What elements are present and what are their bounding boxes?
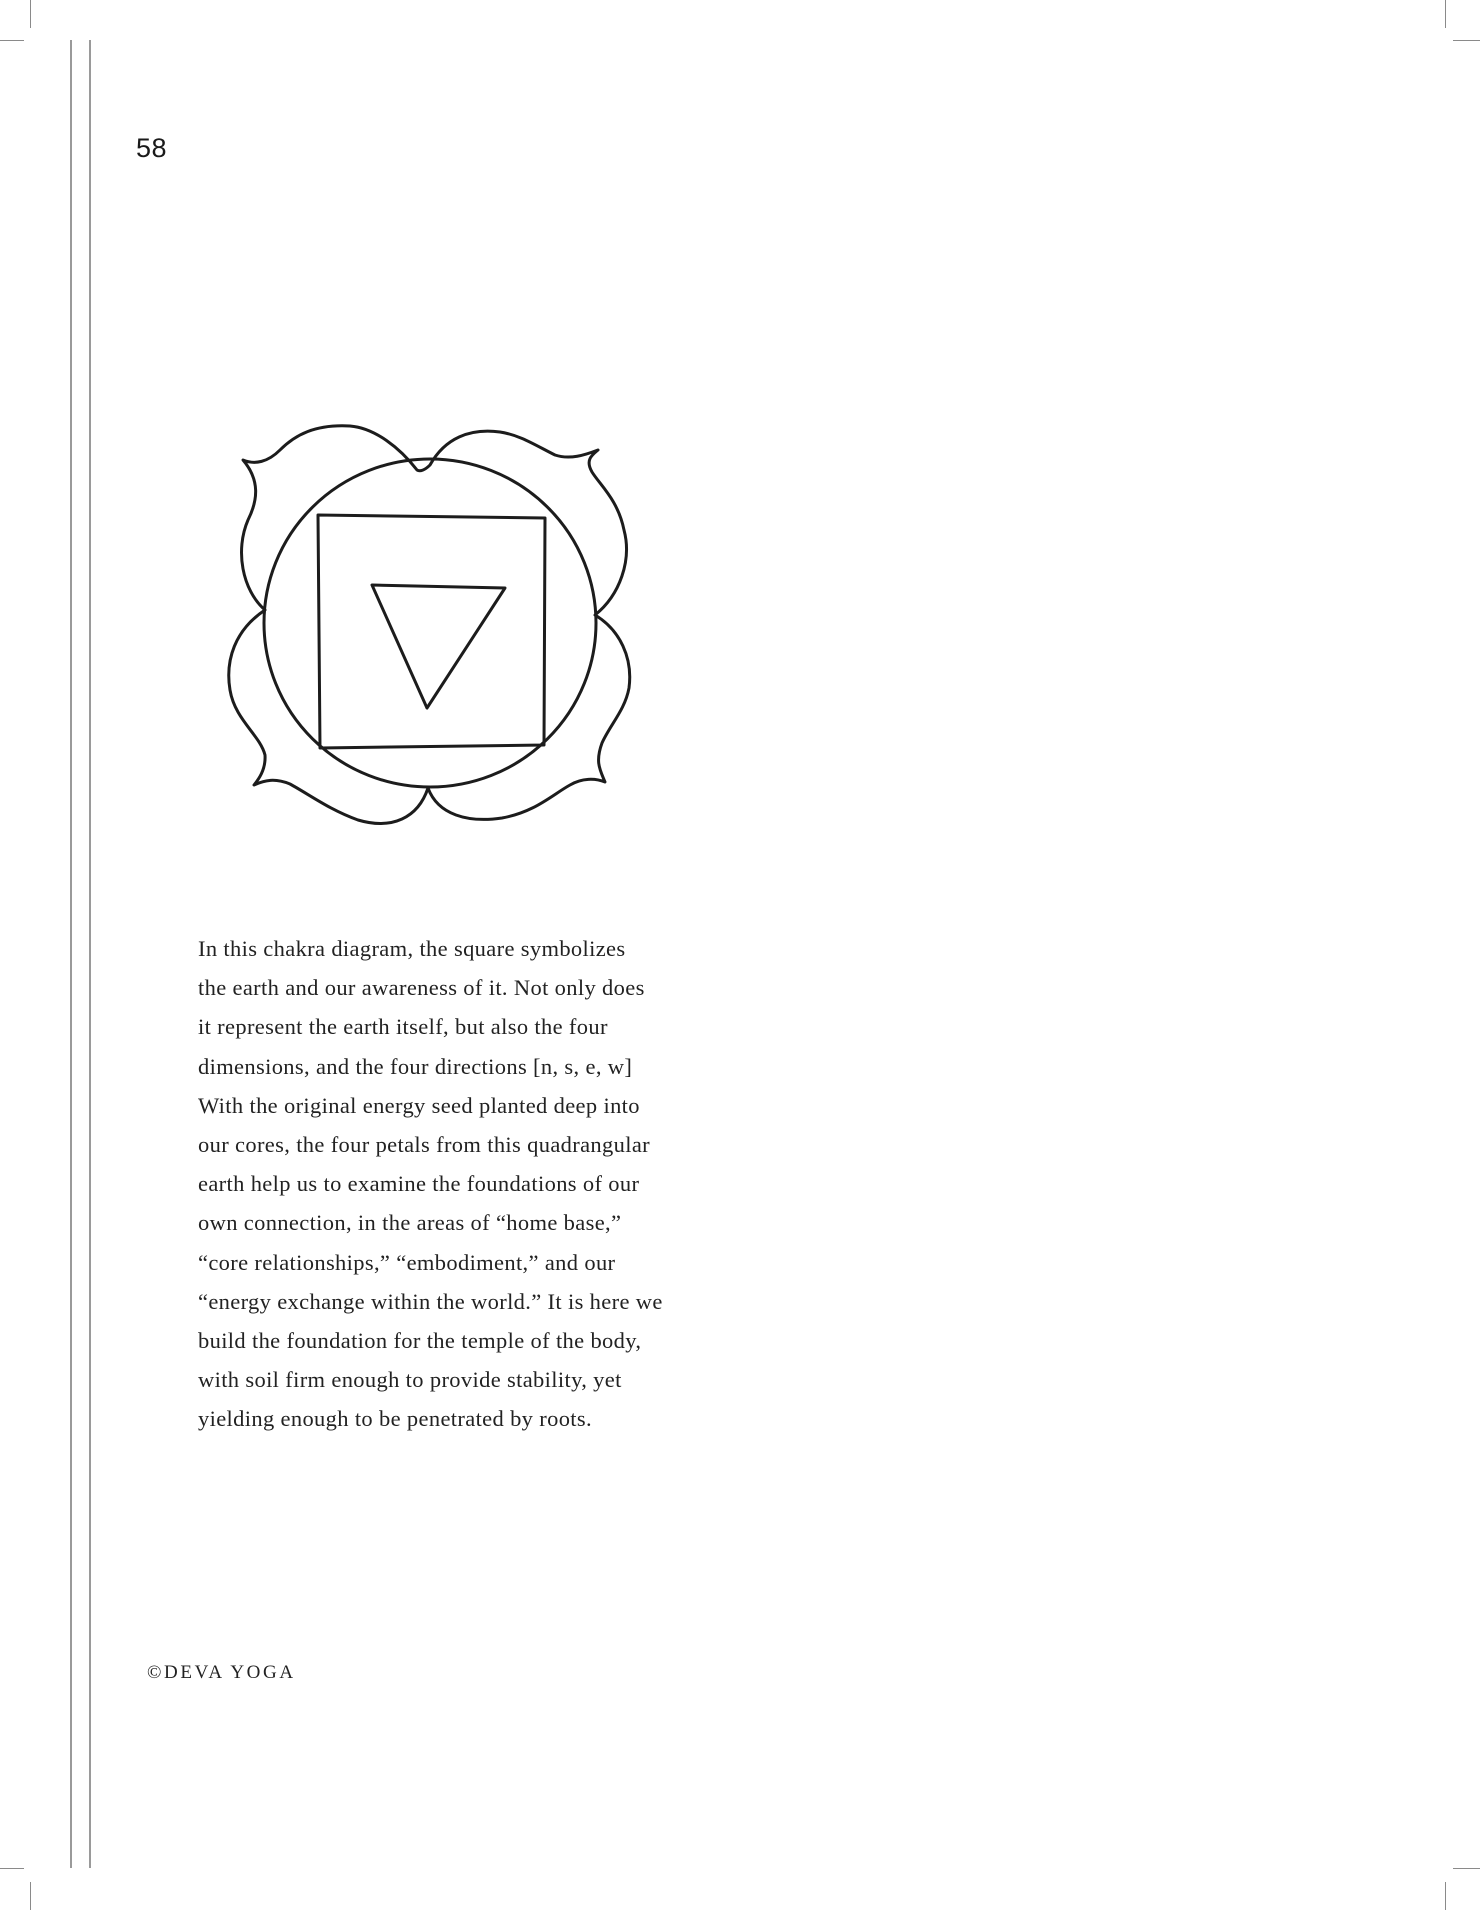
crop-mark-bottom-right-horizontal xyxy=(1453,1868,1480,1869)
crop-mark-bottom-left-vertical xyxy=(30,1882,31,1910)
chakra-diagram xyxy=(200,410,650,840)
crop-mark-bottom-left-horizontal xyxy=(0,1868,24,1869)
crop-mark-bottom-right-vertical xyxy=(1445,1882,1446,1910)
body-line: In this chakra diagram, the square symbolizes xyxy=(198,936,626,961)
body-line: our cores, the four petals from this quadrangular xyxy=(198,1132,651,1158)
body-line: “core relationships,” “embodiment,” and our xyxy=(198,1249,616,1275)
body-line: dimensions, and the four directions [n, s, e, w] xyxy=(198,1053,633,1079)
crop-mark-top-left-vertical xyxy=(30,0,31,28)
petal-outline xyxy=(229,426,630,824)
inverted-triangle xyxy=(372,585,505,708)
inner-circle xyxy=(264,459,596,787)
body-line: with soil firm enough to provide stability, yet xyxy=(198,1367,622,1393)
crop-mark-top-right-vertical xyxy=(1445,0,1446,28)
body-line: earth help us to examine the foundations of our xyxy=(198,1171,640,1197)
binding-line-outer xyxy=(70,40,72,1868)
page-number: 58 xyxy=(136,133,168,163)
body-line: it represent the earth itself, but also the four xyxy=(198,1014,608,1040)
body-line: yielding enough to be penetrated by roots. xyxy=(198,1406,592,1432)
body-line: build the foundation for the temple of the body, xyxy=(198,1328,642,1354)
body-line: own connection, in the areas of “home base,” xyxy=(198,1210,622,1236)
earth-square xyxy=(318,515,545,748)
body-line: the earth and our awareness of it. Not only does xyxy=(198,975,645,1001)
body-line: With the original energy seed planted deep into xyxy=(198,1092,640,1118)
copyright-footer: ©DEVA YOGA xyxy=(147,1662,296,1683)
body-line: “energy exchange within the world.” It is here we xyxy=(198,1288,663,1314)
body-paragraph xyxy=(198,929,738,1439)
binding-line-inner xyxy=(89,40,91,1868)
crop-mark-top-left-horizontal xyxy=(0,40,24,41)
crop-mark-top-right-horizontal xyxy=(1453,40,1480,41)
